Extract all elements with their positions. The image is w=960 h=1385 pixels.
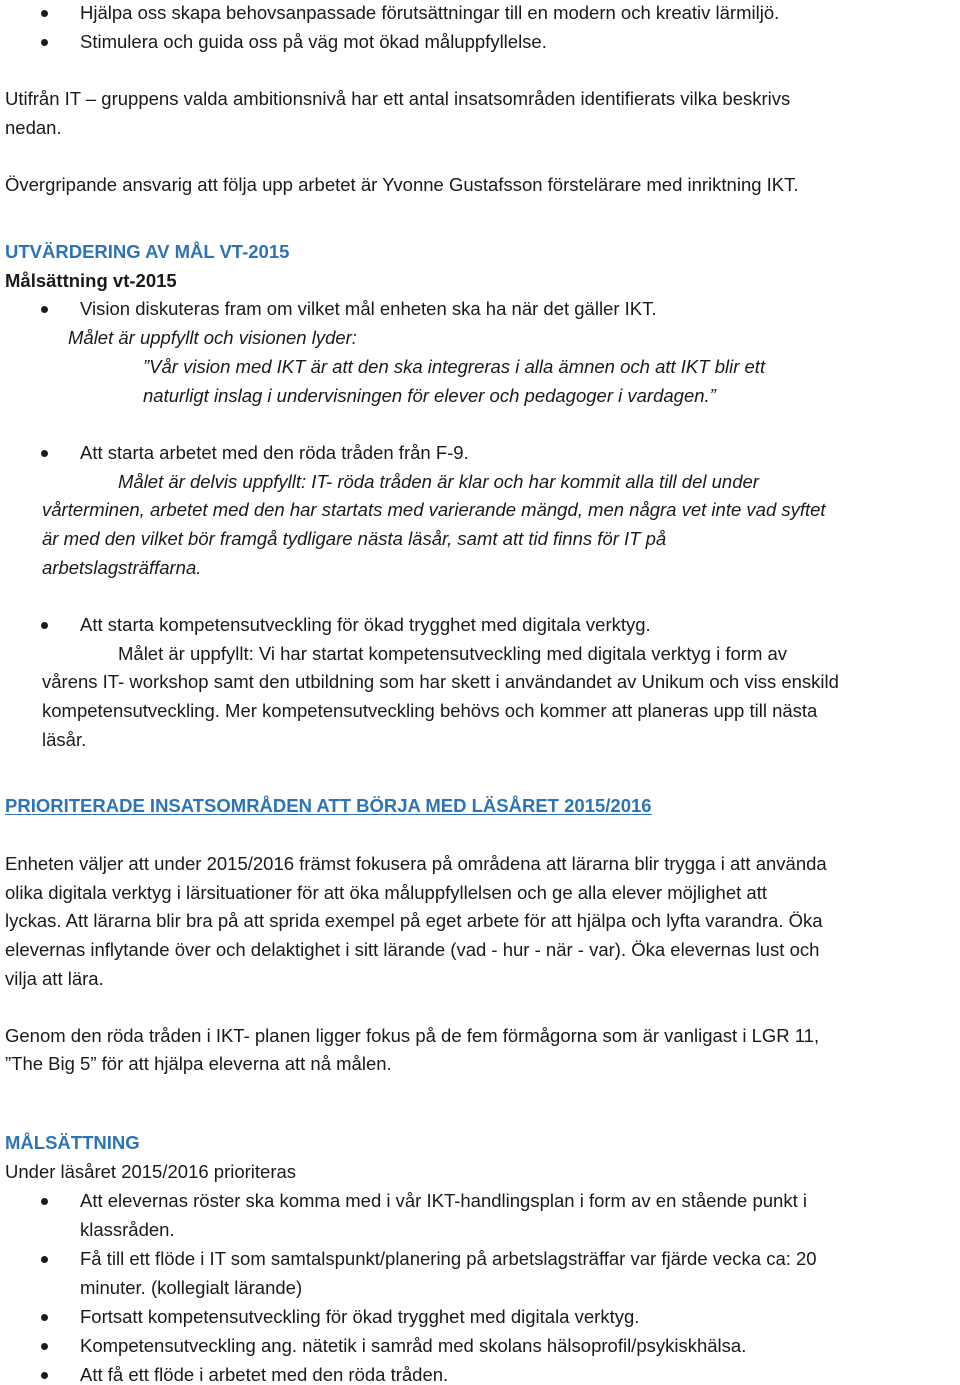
section-heading-priorities: PRIORITERADE INSATSOMRÅDEN ATT BÖRJA MED LÄSÅRET 2015/2016 — [5, 795, 652, 816]
eval-item-3-status-line-2: vårens IT- workshop samt den utbildning som har skett i användandet av Unikum och viss enskild — [42, 671, 839, 692]
section-heading-goals: MÅLSÄTTNING — [5, 1132, 140, 1153]
paragraph-it-line-2: nedan. — [5, 117, 62, 138]
bullet-dot — [41, 622, 48, 629]
bullet-dot — [41, 10, 48, 17]
bullet-dot — [41, 1372, 48, 1379]
priorities-para-1-line-5: vilja att lära. — [5, 968, 104, 989]
eval-item-1-bullet: Vision diskuteras fram om vilket mål enheten ska ha när det gäller IKT. — [80, 298, 657, 319]
goals-item-2-line-2: minuter. (kollegialt lärande) — [80, 1277, 303, 1298]
intro-bullet-1: Hjälpa oss skapa behovsanpassade förutsättningar till en modern och kreativ lärmiljö. — [80, 2, 780, 23]
goals-item-1-line-2: klassråden. — [80, 1219, 175, 1240]
goals-item-3: Fortsatt kompetensutveckling för ökad trygghet med digitala verktyg. — [80, 1306, 640, 1327]
subheading-goals-vt2015: Målsättning vt-2015 — [5, 270, 177, 291]
eval-item-2-status-line-1: Målet är delvis uppfyllt: IT- röda tråden är klar och har kommit alla till del under — [118, 471, 759, 492]
bullet-dot — [41, 39, 48, 46]
bullet-dot — [41, 306, 48, 313]
paragraph-it-line-1: Utifrån IT – gruppens valda ambitionsnivå har ett antal insatsområden identifierats vilka beskrivs — [5, 88, 791, 109]
goals-item-5: Att få ett flöde i arbetet med den röda tråden. — [80, 1364, 449, 1385]
eval-item-1-status: Målet är uppfyllt och visionen lyder: — [68, 327, 357, 348]
priorities-para-1-line-1: Enheten väljer att under 2015/2016 främst fokusera på områdena att lärarna blir trygga i att använda — [5, 853, 827, 874]
eval-item-2-status-line-4: arbetslagsträffarna. — [42, 557, 202, 578]
priorities-para-1-line-2: olika digitala verktyg i lärsituationer för att öka måluppfyllelsen och ge alla elever möjlighet att — [5, 882, 767, 903]
priorities-para-2-line-1: Genom den röda tråden i IKT- planen ligger fokus på de fem förmågorna som är vanligast i LGR 11, — [5, 1025, 820, 1046]
bullet-dot — [41, 1343, 48, 1350]
goals-intro: Under läsåret 2015/2016 prioriteras — [5, 1161, 297, 1182]
eval-item-3-bullet: Att starta kompetensutveckling för ökad trygghet med digitala verktyg. — [80, 614, 651, 635]
bullet-dot — [41, 1314, 48, 1321]
eval-item-3-status-line-1: Målet är uppfyllt: Vi har startat kompetensutveckling med digitala verktyg i form av — [118, 643, 788, 664]
eval-item-2-bullet: Att starta arbetet med den röda tråden från F-9. — [80, 442, 469, 463]
section-heading-evaluation: UTVÄRDERING AV MÅL VT-2015 — [5, 241, 290, 262]
goals-item-1-line-1: Att elevernas röster ska komma med i vår IKT-handlingsplan i form av en stående punkt i — [80, 1190, 807, 1211]
bullet-dot — [41, 450, 48, 457]
priorities-para-1-line-4: elevernas inflytande över och delaktighet i sitt lärande (vad - hur - när - var). Öka elevernas lust och — [5, 939, 820, 960]
eval-item-1-vision-line-2: naturligt inslag i undervisningen för elever och pedagoger i vardagen.” — [143, 385, 716, 406]
goals-item-2-line-1: Få till ett flöde i IT som samtalspunkt/planering på arbetslagsträffar var fjärde vecka ca: 20 — [80, 1248, 817, 1269]
priorities-para-2-line-2: ”The Big 5” för att hjälpa eleverna att nå målen. — [5, 1053, 392, 1074]
bullet-dot — [41, 1256, 48, 1263]
intro-bullet-2: Stimulera och guida oss på väg mot ökad måluppfyllelse. — [80, 31, 547, 52]
eval-item-3-status-line-3: kompetensutveckling. Mer kompetensutveckling behövs och kommer att planeras upp till nästa — [42, 700, 818, 721]
eval-item-1-vision-line-1: ”Vår vision med IKT är att den ska integreras i alla ämnen och att IKT blir ett — [143, 356, 766, 377]
goals-item-4: Kompetensutveckling ang. nätetik i samråd med skolans hälsoprofil/psykiskhälsa. — [80, 1335, 747, 1356]
eval-item-2-status-line-3: är med den vilket bör framgå tydligare nästa läsår, samt att tid finns för IT på — [42, 528, 667, 549]
eval-item-3-status-line-4: läsår. — [42, 729, 87, 750]
eval-item-2-status-line-2: vårterminen, arbetet med den har startats med varierande mängd, men några vet inte vad syftet — [42, 499, 826, 520]
paragraph-responsible: Övergripande ansvarig att följa upp arbetet är Yvonne Gustafsson förstelärare med inriktning IKT. — [5, 174, 799, 195]
priorities-para-1-line-3: lyckas. Att lärarna blir bra på att sprida exempel på eget arbete för att hjälpa och lyfta varandra. Öka — [5, 910, 823, 931]
bullet-dot — [41, 1198, 48, 1205]
